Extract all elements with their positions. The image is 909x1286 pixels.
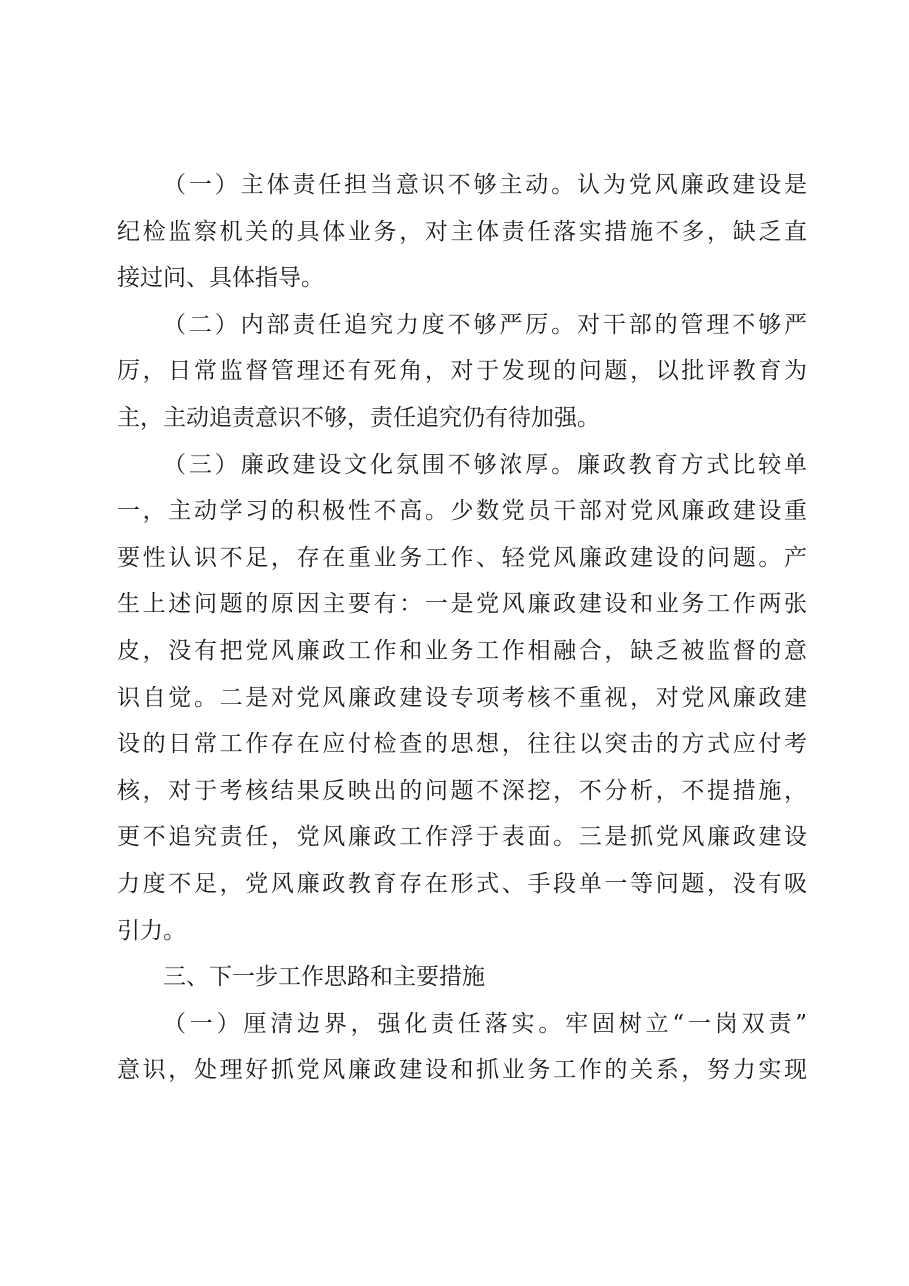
text-line: 厉，日常监督管理还有死角，对于发现的问题，以批评教育为	[117, 358, 807, 385]
text-line: 意识，处理好抓党风廉政建设和抓业务工作的关系，努力实现	[117, 1057, 807, 1084]
text-line: 一，主动学习的积极性不高。少数党员干部对党风廉政建设重	[117, 498, 807, 525]
text-line: （二）内部责任追究力度不够严厉。对干部的管理不够严	[163, 311, 807, 338]
text-line: 引力。	[117, 917, 186, 944]
text-line: 核，对于考核结果反映出的问题不深挖，不分析，不提措施，	[117, 777, 807, 804]
text-line: （一）主体责任担当意识不够主动。认为党风廉政建设是	[163, 172, 807, 198]
document-body	[117, 162, 807, 1094]
text-line: 力度不足，党风廉政教育存在形式、手段单一等问题，没有吸	[117, 870, 807, 897]
text-line: 生上述问题的原因主要有：一是党风廉政建设和业务工作两张	[117, 591, 807, 618]
text-line: 皮，没有把党风廉政工作和业务工作相融合，缺乏被监督的意	[117, 637, 807, 664]
text-line: 纪检监察机关的具体业务，对主体责任落实措施不多，缺乏直	[117, 218, 807, 245]
text-line: 主，主动追责意识不够，责任追究仍有待加强。	[117, 404, 600, 431]
text-line: 三、下一步工作思路和主要措施	[163, 964, 485, 991]
text-line: （三）廉政建设文化氛围不够浓厚。廉政教育方式比较单	[163, 451, 807, 478]
text-line: 要性认识不足，存在重业务工作、轻党风廉政建设的问题。产	[117, 544, 807, 571]
text-line: （一）厘清边界，强化责任落实。牢固树立“一岗双责”	[163, 1010, 807, 1037]
text-line: 更不追究责任，党风廉政工作浮于表面。三是抓党风廉政建设	[117, 824, 807, 851]
text-line: 接过问、具体指导。	[117, 265, 324, 292]
text-line: 识自觉。二是对党风廉政建设专项考核不重视，对党风廉政建	[117, 684, 807, 711]
text-line: 设的日常工作存在应付检查的思想，往往以突击的方式应付考	[117, 731, 807, 758]
